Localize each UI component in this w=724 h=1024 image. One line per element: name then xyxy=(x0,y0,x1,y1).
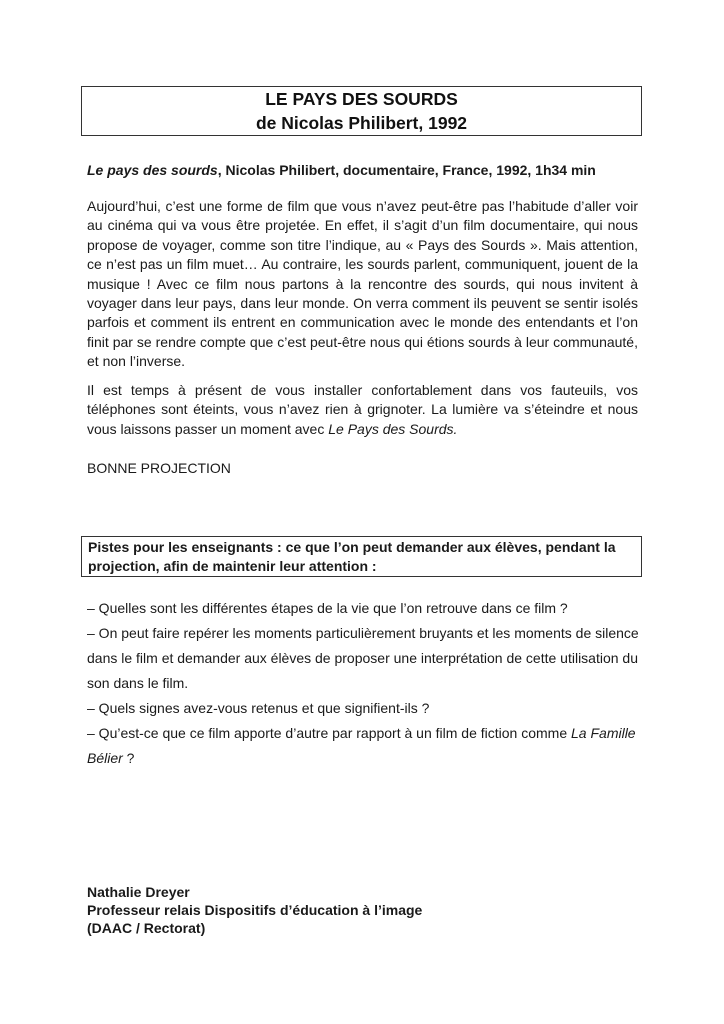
author-organization: (DAAC / Rectorat) xyxy=(87,920,206,936)
document-title: LE PAYS DES SOURDS xyxy=(265,89,458,109)
instructions-film-title: Le Pays des Sourds. xyxy=(328,420,458,437)
intro-paragraph: Aujourd’hui, c’est une forme de film que vous n’avez peut-être pas l’habitude d’aller voir au cinéma qui va vous être projetée. En effet, il s’agit d’un film documentaire, qui nous propose de voyager, comme son titre l’indique, au « Pays des Sourds ». Mais attention, ce n’est pas un film muet… Au contraire, les sourds parlent, communiquent, jouent de la musique ! Avec ce film nous partons à la rencontre des sourds, qui nous invitent à voyager dans leur pays, dans leur monde. On verra comment ils peuvent se sentir isolés parfois et comment ils entrent en communication avec le monde des entendants et l’on finit par se rendre compte que c’est peut-être nous qui étions sourds à leur communauté, et non l’inverse. xyxy=(87,198,638,370)
closing-line: BONNE PROJECTION xyxy=(87,460,231,476)
question-list xyxy=(87,596,647,771)
film-metadata xyxy=(87,160,647,180)
author-name: Nathalie Dreyer xyxy=(87,884,190,900)
teacher-guidance-heading: Pistes pour les enseignants : ce que l’on peut demander aux élèves, pendant la projection, afin de maintenir leur attention : xyxy=(81,536,642,577)
instructions-paragraph xyxy=(87,381,638,439)
instructions-text: Il est temps à présent de vous installer confortablement dans vos fauteuils, vos téléphones sont éteints, vous n’avez rien à grignoter. La lumière va s’éteindre et nous vous laissons passer un moment avec xyxy=(87,382,638,437)
author-role: Professeur relais Dispositifs d’éducation à l’image xyxy=(87,902,423,918)
list-item: – Quels signes avez-vous retenus et que signifient-ils ? xyxy=(87,700,430,716)
list-item: – Quelles sont les différentes étapes de la vie que l’on retrouve dans ce film ? xyxy=(87,600,568,616)
question-end: ? xyxy=(122,750,135,766)
list-item: – On peut faire repérer les moments particulièrement bruyants et les moments de silence dans le film et demander aux élèves de proposer une interprétation de cette utilisation du son dans le film. xyxy=(87,625,639,691)
list-item xyxy=(87,721,647,771)
signature-block xyxy=(87,883,422,937)
fiction-film-title: La Famille Bélier xyxy=(87,725,636,766)
document-subtitle: de Nicolas Philibert, 1992 xyxy=(255,113,468,133)
film-details: , Nicolas Philibert, documentaire, France, 1992, 1h34 min xyxy=(217,162,596,178)
title-box xyxy=(81,86,642,136)
question-text: – Qu’est-ce que ce film apporte d’autre par rapport à un film de fiction comme xyxy=(87,725,572,741)
film-title: Le pays des sourds xyxy=(87,162,218,178)
